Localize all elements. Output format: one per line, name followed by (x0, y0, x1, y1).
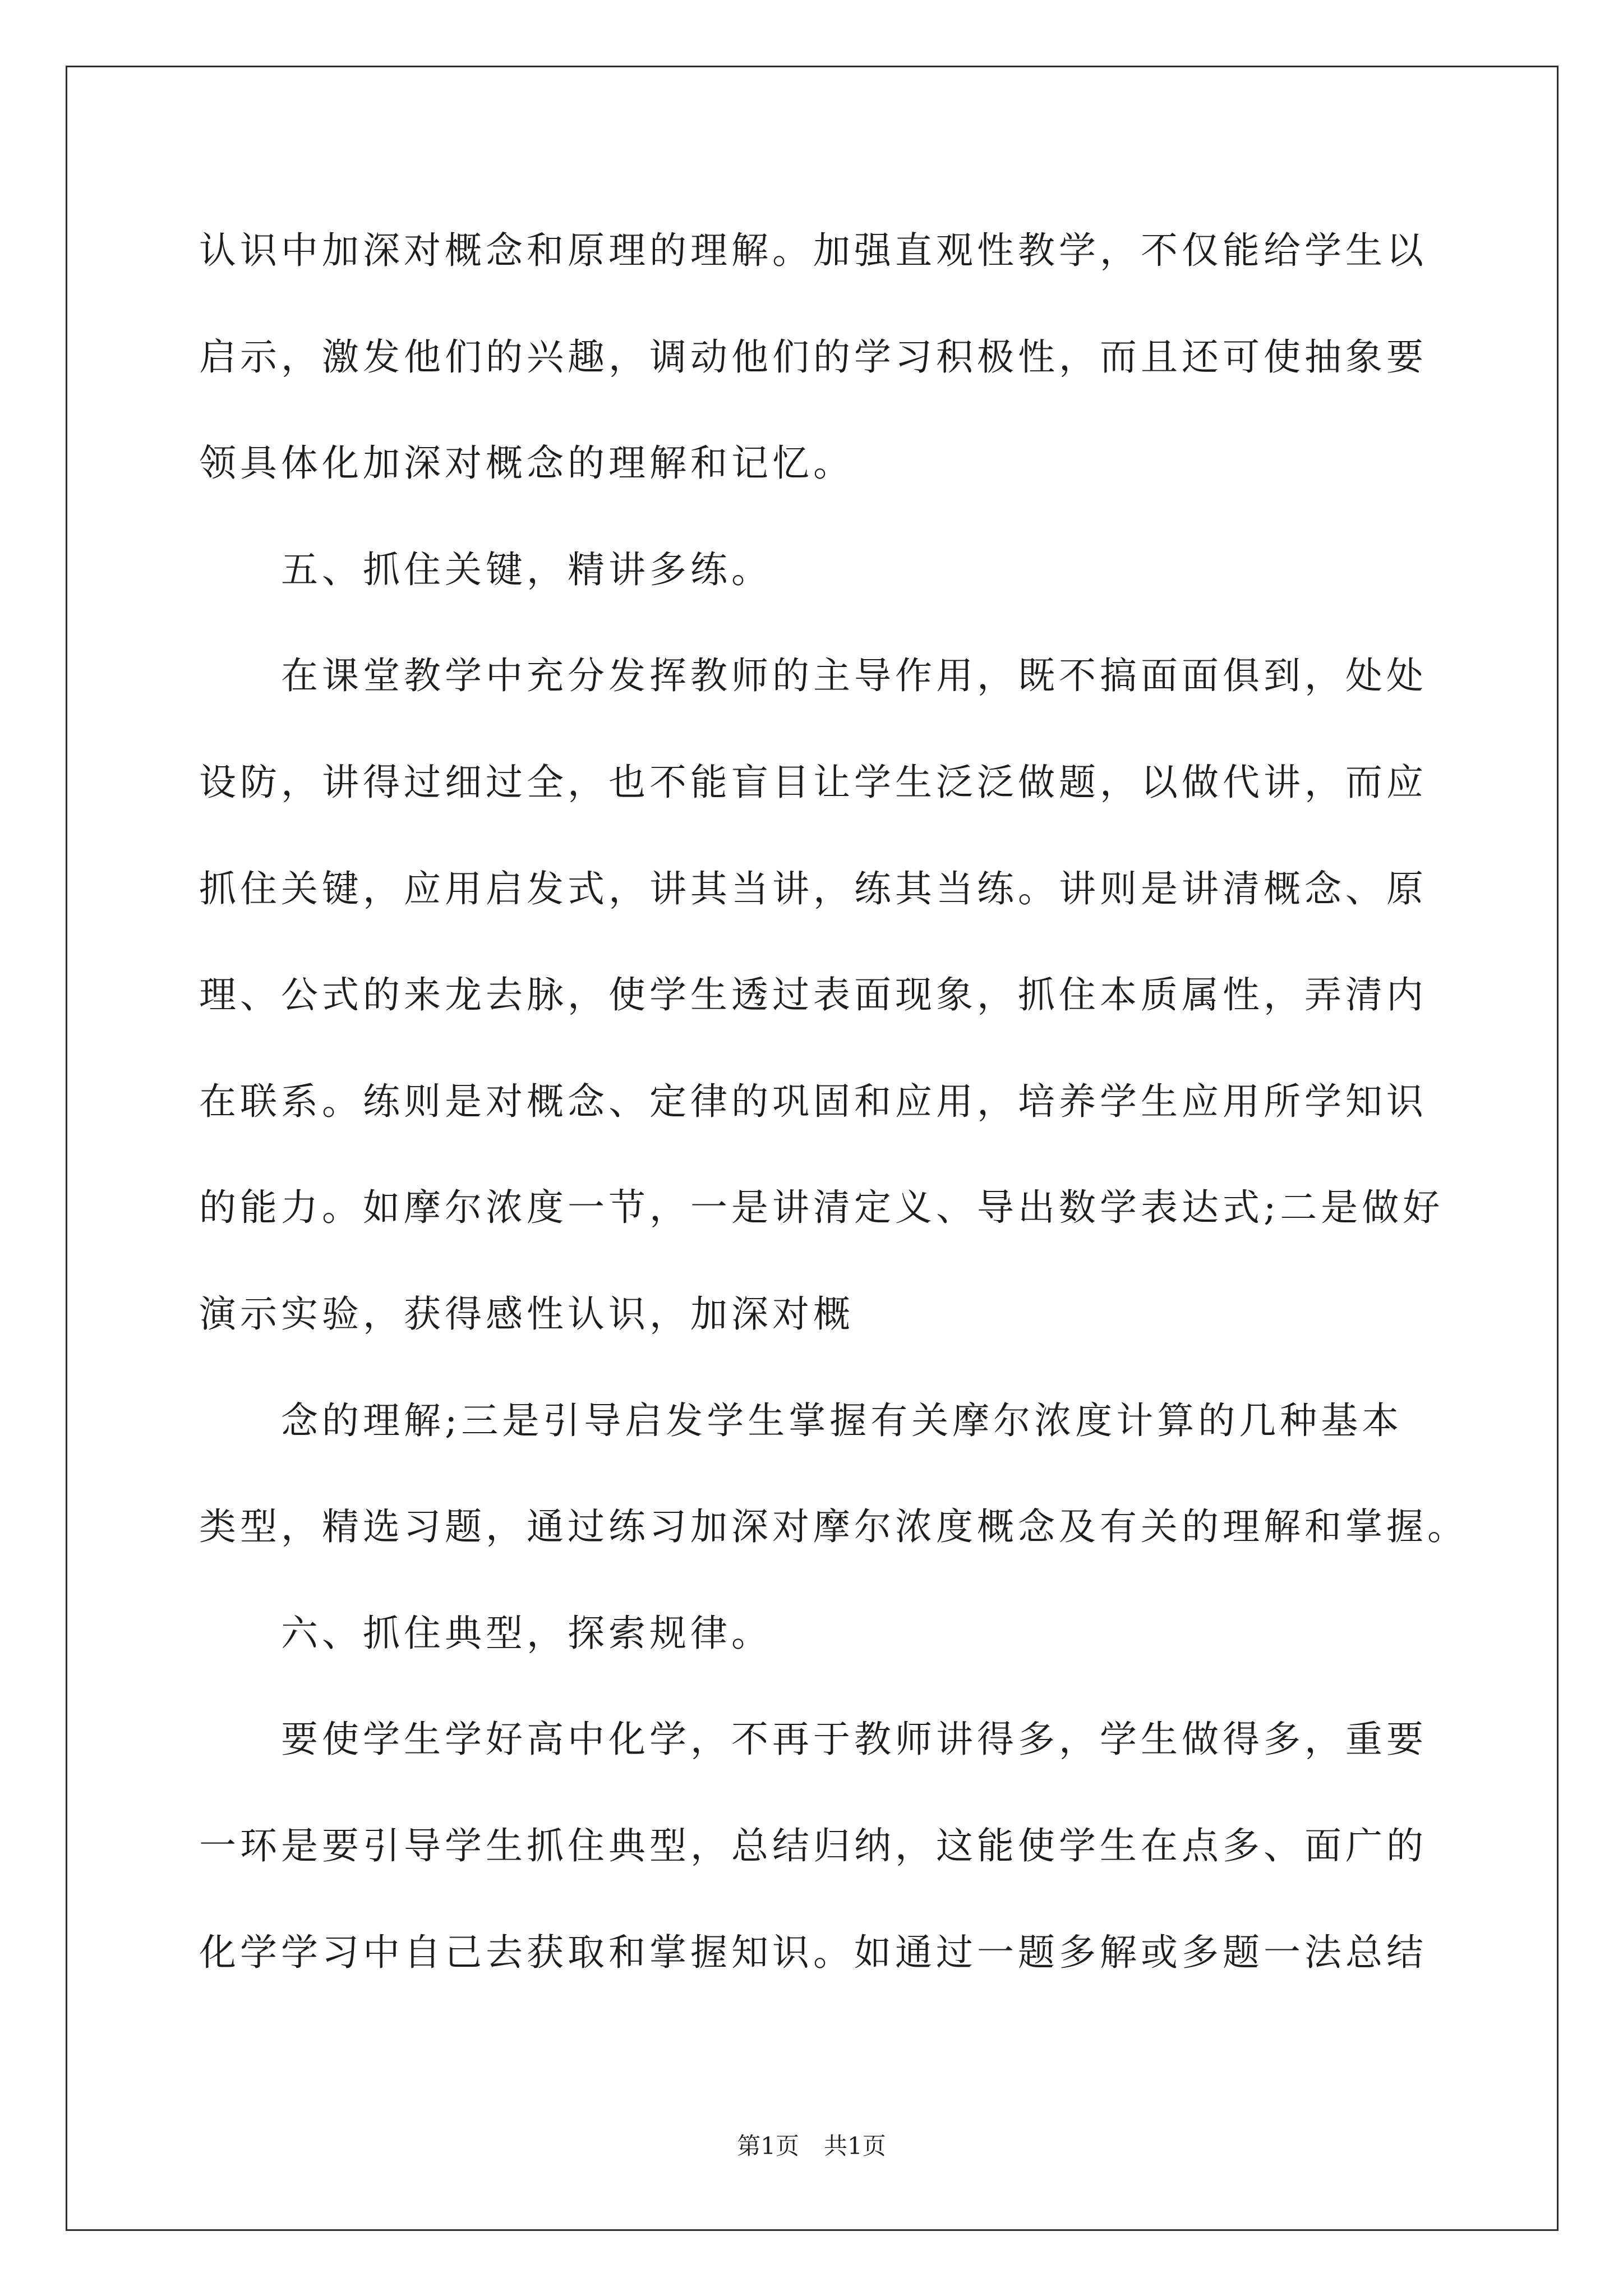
section-heading (199, 1580, 1534, 1687)
page-footer (0, 2129, 1623, 2163)
text-line: 化学学习中自己去获取和掌握知识。如通过一题多解或多题一法总结 (199, 1930, 1427, 1974)
text-line: 领具体化加深对概念的理解和记忆。 (199, 441, 854, 485)
page-number: 第1页 (737, 2132, 799, 2160)
text-line: 启示，激发他们的兴趣，调动他们的学习积极性，而且还可使抽象要 (199, 335, 1427, 379)
document-body (199, 197, 1534, 2005)
paragraph (199, 197, 1534, 517)
text-line: 抓住关键，应用启发式，讲其当讲，练其当练。讲则是讲清概念、原 (199, 867, 1427, 910)
text-line: 类型，精选习题，通过练习加深对摩尔浓度概念及有关的理解和掌握。 (199, 1505, 1468, 1549)
text-line: 设防，讲得过细过全，也不能盲目让学生泛泛做题，以做代讲，而应 (199, 760, 1427, 804)
text-line: 理、公式的来龙去脉，使学生透过表面现象，抓住本质属性，弄清内 (199, 973, 1427, 1017)
page-total: 共1页 (824, 2132, 886, 2160)
text-line: 在课堂教学中充分发挥教师的主导作用，既不搞面面俱到，处处 (281, 654, 1427, 698)
paragraph (199, 1686, 1534, 2005)
text-line: 一环是要引导学生抓住典型，总结归纳，这能使学生在点多、面广的 (199, 1824, 1427, 1867)
text-line: 要使学生学好高中化学，不再于教师讲得多，学生做得多，重要 (281, 1718, 1427, 1761)
paragraph (199, 1368, 1534, 1580)
text-line: 认识中加深对概念和原理的理解。加强直观性教学，不仅能给学生以 (199, 229, 1427, 272)
text-line: 演示实验，获得感性认识，加深对概 (199, 1292, 854, 1336)
text-line: 的能力。如摩尔浓度一节，一是讲清定义、导出数学表达式;二是做好 (199, 1186, 1444, 1230)
heading-line: 五、抓住关键，精讲多练。 (281, 547, 772, 591)
heading-line: 六、抓住典型，探索规律。 (281, 1611, 772, 1655)
paragraph (199, 623, 1534, 1367)
text-line: 念的理解;三是引导启发学生掌握有关摩尔浓度计算的几种基本 (281, 1398, 1403, 1442)
text-line: 在联系。练则是对概念、定律的巩固和应用，培养学生应用所学知识 (199, 1079, 1427, 1123)
section-heading (199, 517, 1534, 623)
